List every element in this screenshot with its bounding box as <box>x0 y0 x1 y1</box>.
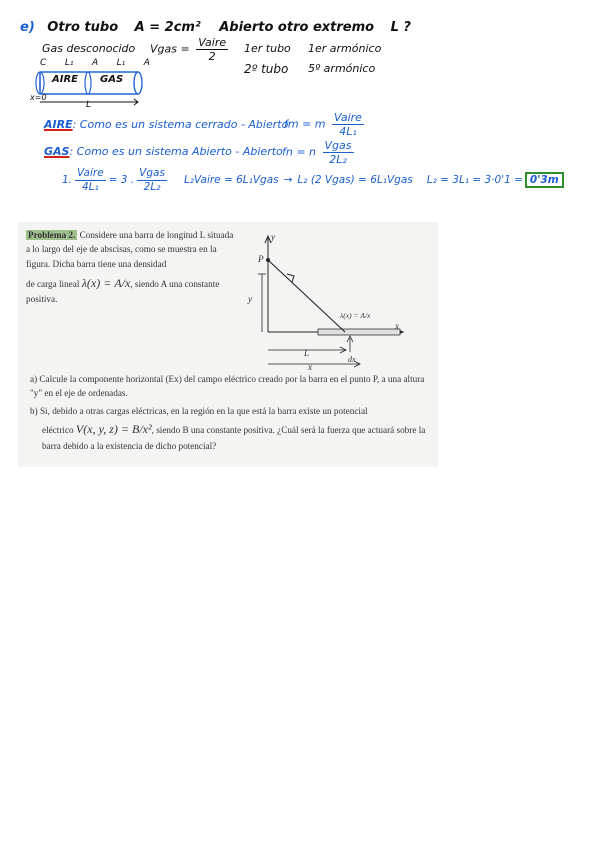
calc-eq: = 3 . <box>108 174 135 186</box>
calc-result-1: L₂Vaire = 6L₁Vgas <box>183 174 279 186</box>
problem-part-a: a) Calcule la componente horizontal (Ex) del campo eléctrico creado por la barra en el punto P, a una altura "y" en el eje de ordenadas. <box>30 374 425 399</box>
aire-line <box>44 118 288 131</box>
label-l1-a: L₁ <box>64 58 74 68</box>
gas-formula-prefix: fn = n <box>282 145 317 159</box>
figure-x-axis: x <box>395 321 400 331</box>
gas-text: : Como es un sistema Abierto - Abierto <box>69 145 283 158</box>
calc-f2-num: Vgas <box>139 167 165 179</box>
vgas-formula <box>150 37 231 62</box>
vgas-numerator: Vaire <box>198 36 227 49</box>
figure-point-p: P <box>258 254 264 264</box>
gas-line <box>44 145 283 158</box>
density-prefix: de carga lineal <box>26 279 80 289</box>
type-text: Abierto otro extremo <box>219 20 375 35</box>
figure-y-axis: y <box>271 232 276 242</box>
aire-formula-den: 4L₁ <box>339 125 357 138</box>
answer-box: 0'3m <box>525 172 564 188</box>
figure-x-dim: x <box>308 362 313 372</box>
calculation-line <box>62 168 564 192</box>
calc-result-3: L₂ = 3L₁ = 3·0'1 = <box>426 174 523 186</box>
figure-lambda: λ(x) = A/x <box>340 311 371 320</box>
aire-label: AIRE <box>44 118 73 131</box>
density-formula: λ(x) = A/x <box>81 276 131 290</box>
question-text: L ? <box>390 20 411 35</box>
vgas-denominator: 2 <box>208 50 216 63</box>
problem-part-b-2 <box>42 420 430 453</box>
length-label: L <box>86 100 92 110</box>
figure-l-dim: L <box>304 348 310 358</box>
figure-dx: dx <box>348 355 356 364</box>
vgas-label: Vgas = <box>150 42 190 56</box>
problem-part-b-1: b) Si, debido a otras cargas eléctricas, en la región en la que está la barra existe un potencial <box>30 406 368 416</box>
notes-header <box>20 20 411 35</box>
problem-figure <box>240 230 408 380</box>
density-suffix: , siendo A una constante <box>130 279 220 289</box>
calc-f2-den: 2L₂ <box>143 180 161 193</box>
problem-intro <box>26 228 236 271</box>
harmonic1-text: 1er armónico <box>308 42 382 55</box>
problem-intro-end: positiva. <box>26 294 58 304</box>
area-text: A = 2cm² <box>134 20 201 35</box>
tube-text: Otro tubo <box>47 20 119 35</box>
aire-formula-num: Vaire <box>334 111 362 124</box>
label-a-1: A <box>91 58 99 68</box>
item-label: e) <box>20 20 35 35</box>
aire-tube-label: AIRE <box>52 74 78 85</box>
tube2-text: 2º tubo <box>244 62 289 76</box>
gas-formula-den: 2L₂ <box>329 153 347 166</box>
aire-formula <box>284 112 367 137</box>
label-a-2: A <box>143 58 150 68</box>
gas-formula-num: Vgas <box>324 139 352 152</box>
aire-formula-prefix: fm = m <box>284 117 326 131</box>
calc-f1-den: 4L₁ <box>81 180 99 193</box>
problem-scan <box>18 222 438 467</box>
problem-intro-text: Considere una barra de longitud L situada a lo largo del eje de abscisas, como se muestra en la figura. Dicha barra tiene una densidad <box>26 230 234 269</box>
problem-label: Problema 2. <box>28 230 76 240</box>
label-l1-b: L₁ <box>116 58 126 68</box>
calc-arrow: → <box>283 174 293 186</box>
origin-label: x=0 <box>30 93 47 102</box>
part-b-text: , siendo B una constante positiva. ¿Cuál será la fuerza que actuará sobre la barra debido a la existencia de dicho potencial? <box>42 425 426 451</box>
gas-tube-label: GAS <box>100 74 124 85</box>
label-c: C <box>40 58 47 68</box>
aire-text: : Como es un sistema cerrado - Abierto <box>72 118 289 131</box>
gas-label: GAS <box>44 145 70 158</box>
calc-f1-num: Vaire <box>77 167 104 179</box>
gas-unknown-text: Gas desconocido <box>42 42 136 55</box>
harmonic2-text: 5º armónico <box>308 62 376 75</box>
calc-result-2: L₂ (2 Vgas) = 6L₁Vgas <box>297 174 413 186</box>
part-b-formula: V(x, y, z) = B/x² <box>75 422 152 436</box>
part-b-prefix: eléctrico <box>42 425 74 435</box>
figure-y-dim: y <box>248 294 253 304</box>
tube1-text: 1er tubo <box>244 42 291 55</box>
calc-step: 1. <box>62 174 73 186</box>
gas-formula <box>282 140 357 165</box>
problem-density <box>26 274 246 293</box>
